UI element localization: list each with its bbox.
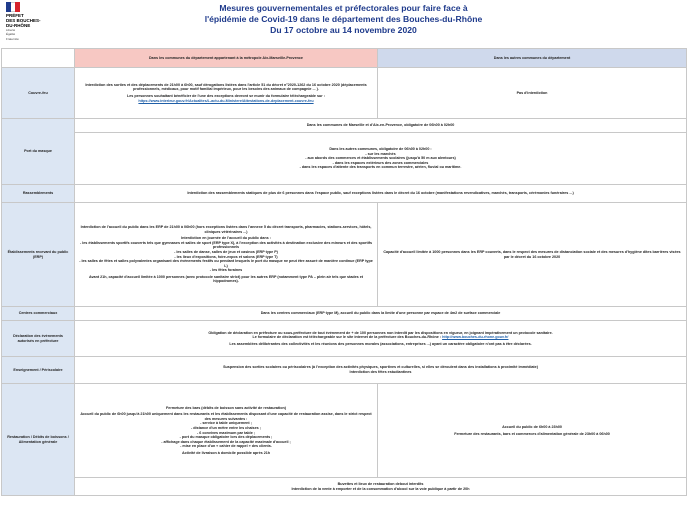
erp-metro-text-4: - les salles de danse, salles de jeux et casinos (ERP type P) xyxy=(174,249,278,254)
logo-motto-2: Égalité xyxy=(6,32,16,37)
document-title xyxy=(100,3,587,36)
enseignement-line-1: Suspension des sorties scolaires ou périscolaires (à l'exception des activités physiques, sportives et culturelles, si elles se déroulent dans des installations à proximité immédiate) xyxy=(223,365,538,370)
flag-red-stripe xyxy=(15,2,20,12)
masque-marseille-aix-cell: Dans les communes de Marseille et d'Aix-en-Provence, obligatoire de 06h00 à 02h00 xyxy=(75,119,687,133)
restauration-other-cell xyxy=(378,384,687,478)
row-label-rassemblements: Rassemblements xyxy=(2,185,75,203)
restauration-metro-text-4: - distance d'un mètre entre les chaises ; xyxy=(191,425,261,430)
erp-metro-text-6: - les salles de fêtes et salles polyvalentes organisant des évènements festifs ou pendant lesquels le port du masque ne peut être assuré de manière continue (ERP type L) xyxy=(79,259,373,268)
prefecture-logo xyxy=(6,2,52,44)
restauration-metro-text-6: - port du masque obligatoire lors des déplacements ; xyxy=(179,435,273,440)
measures-table xyxy=(1,48,687,496)
erp-metro-text-8: Avant 21h, capacité d'accueil limitée à 1000 personnes (avec protocole sanitaire strict) pour les autres ERP (notamment type PA – plein air tels que stades et hippodromes). xyxy=(88,274,364,284)
logo-line-3: DU-RHÔNE xyxy=(6,23,31,28)
logo-line-1: PRÉFET xyxy=(6,13,24,18)
erp-metro-text-2: Interdiction en journée de l'accueil du public dans : xyxy=(181,236,271,241)
declaration-footer: Les assemblées délibérantes des collectivités et les réunions des personnes morales (associations, entreprises ...) ayant un caractère obligatoire n'ont pas à être déclarées. xyxy=(229,341,532,346)
rassemblements-cell: Interdiction des rassemblements statiques de plus de 6 personnes dans l'espace public, sauf exceptions listées dans le décret du 16 octobre (manifestations revendicatives, marchés, transports, cérémonies funéraires ...) xyxy=(75,185,687,203)
logo-line-2: DES BOUCHES- xyxy=(6,18,41,23)
restauration-common-cell xyxy=(75,478,687,496)
table-row-restauration xyxy=(2,384,687,478)
logo-motto-1: Liberté xyxy=(6,28,16,32)
table-row-masque-top xyxy=(2,119,687,133)
restauration-metro-text-7: - affichage dans chaque établissement de la capacité maximale d'accueil ; xyxy=(161,439,291,444)
restauration-common-line-1: Buvettes et lieux de restauration debout interdits xyxy=(337,481,424,486)
table-header-row xyxy=(2,49,687,68)
table-row-restauration-bottom xyxy=(2,478,687,496)
restauration-metro-text-2: Accueil du public de 6h00 jusqu'à 21h00 uniquement dans les restaurants et les établissements disposant d'une capacité de restauration assise, dans le strict respect des mesures suivantes : xyxy=(80,412,372,421)
row-label-restauration: Restauration / Débits de boissons / Alimentation générale xyxy=(2,384,75,496)
prefecture-website-link[interactable]: http://www.bouches-du-rhone.gouv.fr/ xyxy=(442,335,509,340)
table-row-erp xyxy=(2,203,687,307)
row-label-couvre-feu: Couvre-feu xyxy=(2,68,75,119)
table-row-rassemblements xyxy=(2,185,687,203)
erp-metro-cell xyxy=(75,203,378,307)
erp-metro-text-3: - les établissements sportifs couverts tels que gymnases et salles de sport (ERP type X), à l'exception des activités à destination exclusive des mineurs et des sportifs professionnels xyxy=(79,240,373,250)
row-label-erp: Établissements recevant du public (ERP) xyxy=(2,203,75,307)
restauration-metro-text-8: - mise en place d'un « cahier de rappel » des clients. xyxy=(180,444,272,449)
row-label-port-du-masque: Port du masque xyxy=(2,119,75,185)
masque-other-communes-cell xyxy=(75,133,687,185)
declaration-line-1: Obligation de déclaration en préfecture ou sous-préfecture de tout évènement de + de 100 personnes non interdit par les dispositions en vigueur, en joignant impérativement un protocole sanitaire. xyxy=(208,330,553,335)
header-corner-cell xyxy=(2,49,75,68)
couvre-feu-metro-text-1: Interdiction des sorties et des déplacements de 21h00 à 6h00, sauf dérogations listées dans l'article 51 du décret n°2020-1262 du 16 octobre 2020 (déplacements professionnels, médicaux, pour motif familial impérieux, pour les besoins des animaux de compagnie ... ). xyxy=(85,82,367,92)
title-date-range: Du 17 octobre au 14 novembre 2020 xyxy=(270,25,417,35)
row-label-centres-commerciaux: Centres commerciaux xyxy=(2,307,75,321)
declaration-cell xyxy=(75,321,687,357)
table-row-masque-bottom xyxy=(2,133,687,185)
restauration-metro-cell xyxy=(75,384,378,478)
table-row-enseignement xyxy=(2,357,687,384)
erp-metro-text-5: - les lieux d'expositions, foire-expos et salons (ERP type T) xyxy=(174,254,278,259)
restauration-other-text-2: Fermeture des restaurants, bars et commerces d'alimentation générale de 23h00 à 06h00 xyxy=(454,431,610,436)
title-line-2: l'épidémie de Covid-19 dans le département des Bouches-du-Rhône xyxy=(204,14,483,24)
couvre-feu-form-link[interactable]: https://www.interieur.gouv.fr/Actualites/L-actu-du-Ministere/Attestations-de-deplacement-couvre-feu xyxy=(138,98,314,103)
masque-line-2: - sur les marchés xyxy=(365,151,396,156)
restauration-metro-text-3: - service à table uniquement ; xyxy=(200,421,252,426)
masque-line-5: - dans les espaces d'attente des transports en commun terrestre, aérien, fluvial ou maritime. xyxy=(299,165,462,170)
enseignement-cell xyxy=(75,357,687,384)
erp-metro-text-7: - les fêtes foraines xyxy=(209,268,243,273)
declaration-form-text: Le formulaire de déclaration est téléchargeable sur le site internet de la préfecture des Bouches-du-Rhône : xyxy=(252,335,442,340)
couvre-feu-metro-text-2: Les personnes souhaitant bénéficier de l'une des exceptions devront se munir du formulaire téléchargeable sur : xyxy=(126,94,325,98)
tricolor-flag-icon xyxy=(6,2,20,12)
logo-motto-3: Fraternité xyxy=(6,36,19,41)
enseignement-line-2: Interdiction des fêtes estudiantines xyxy=(349,370,412,374)
masque-line-1: Dans les autres communes, obligatoire de 06h00 à 02h00 : xyxy=(329,147,432,152)
column-header-metropole: Dans les communes du département appartenant à la métropole Aix-Marseille-Provence xyxy=(75,49,378,68)
table-row-declaration xyxy=(2,321,687,357)
centres-commerciaux-cell: Dans les centres commerciaux (ERP type M), accueil du public dans la limite d'une personne par espace de 4m2 de surface commerciale xyxy=(75,307,687,321)
restauration-metro-text-1: Fermeture des bars (débits de boisson sans activité de restauration) xyxy=(166,405,286,410)
restauration-common-line-2: Interdiction de la vente à emporter et de la consommation d'alcool sur la voie publique à partir de 20h xyxy=(291,486,470,491)
row-label-enseignement: Enseignement / Périscolaire xyxy=(2,357,75,384)
masque-line-4: - dans les espaces extérieurs des zones commerciales xyxy=(332,160,429,165)
row-label-declaration: Déclaration des évènements autorisés en préfecture xyxy=(2,321,75,357)
masque-line-3: - aux abords des commerces et établissements scolaires (jusqu'à 50 m aux alentours) xyxy=(305,156,456,161)
title-line-1: Mesures gouvernementales et préfectorales pour faire face à xyxy=(219,3,468,13)
table-row-centres-commerciaux xyxy=(2,307,687,321)
table-row-couvre-feu xyxy=(2,68,687,119)
document-header xyxy=(0,0,687,46)
column-header-other-communes: Dans les autres communes du département xyxy=(378,49,687,68)
couvre-feu-other-cell: Pas d'interdiction xyxy=(378,68,687,119)
couvre-feu-metro-cell xyxy=(75,68,378,119)
erp-metro-text-1: Interdiction de l'accueil du public dans les ERP de 21h00 à 06h00 (hors exceptions listées dans l'annexe 5 du décret transports, pharmacies, stations-services, hôtels, cliniques vétérinaires ...) xyxy=(80,224,372,234)
restauration-other-text-1: Accueil du public de 6h00 à 23h00 xyxy=(502,424,562,429)
erp-other-cell: Capacité d'accueil limitée à 1000 personnes dans les ERP couverts, dans le respect des mesures de distanciation sociale et des mesures d'hygiène dites barrières visées par le décret du 16 octobre 2020 xyxy=(378,203,687,307)
restauration-metro-text-5: - 6 convives maximum par table ; xyxy=(197,430,255,435)
restauration-metro-text-9: Activité de livraison à domicile possible après 21h xyxy=(181,450,271,455)
